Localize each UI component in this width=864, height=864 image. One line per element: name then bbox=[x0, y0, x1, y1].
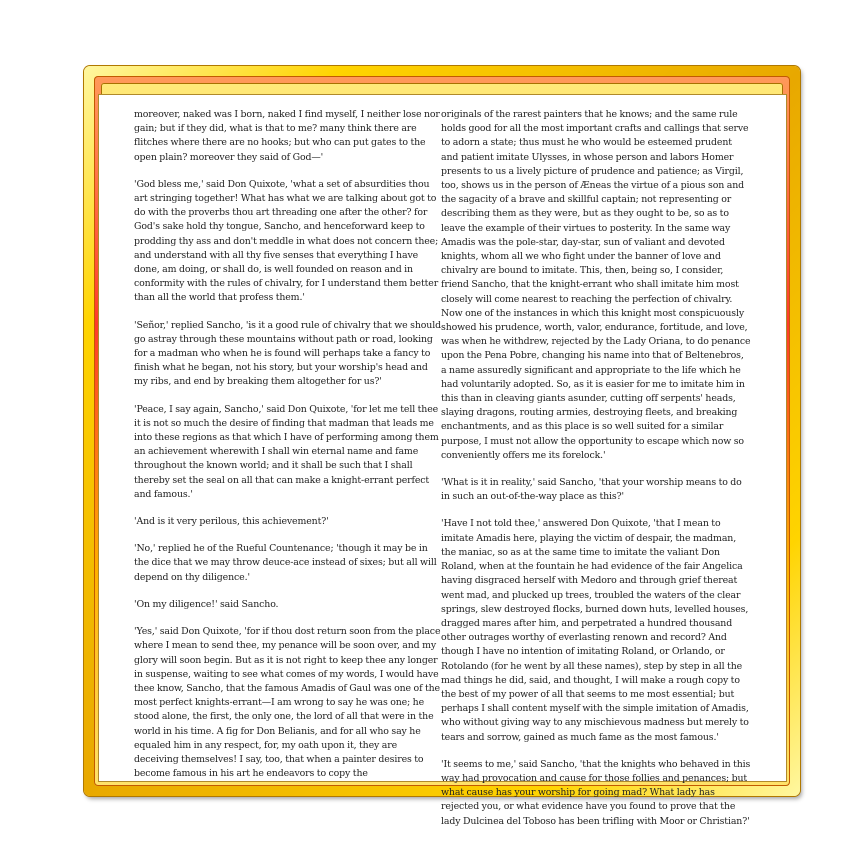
paragraph: 'And is it very perilous, this achievement?' bbox=[134, 516, 329, 528]
paragraph: 'God bless me,' said Don Quixote, 'what a set of absurdities thou art stringing together! What has what we are talking about got to do with the proverbs thou art threading one after the other? for God's sake hold thy tongue, Sancho, and henceforward keep to prodding thy ass and don't meddle in what does not concern thee; and understand with all thy five senses that everything I have done, am doing, or shall do, is well founded on reason and in conformity with the rules of chivalry, for I understand them better than all the world that profess them.' bbox=[134, 178, 439, 304]
paragraph: 'Señor,' replied Sancho, 'is it a good rule of chivalry that we should go astray through these mountains without path or road, looking for a madman who when he is found will perhaps take a fancy to finish what he began, not his story, but your worship's head and my ribs, and end by breaking them altogether for us?' bbox=[134, 319, 441, 388]
paragraph: 'What is it in reality,' said Sancho, 'that your worship means to do in such an out-of-the-way place as this?' bbox=[441, 477, 742, 503]
right-column bbox=[441, 108, 751, 842]
paragraph: originals of the rarest painters that he knows; and the same rule holds good for all the most important crafts and callings that serve to adorn a state; thus must he who would be esteemed prudent and patient imitate Ulysses, in whose person and labors Homer presents to us a lively picture of prudence and patience; as Virgil, too, shows us in the person of Æneas the virtue of a pious son and the sagacity of a brave and skillful captain; not representing or describing them as they were, but as they ought to be, so as to leave the example of their virtues to posterity. In the same way Amadis was the pole-star, day-star, sun of valiant and devoted knights, whom all we who fight under the banner of love and chivalry are bound to imitate. This, then, being so, I consider, friend Sancho, that the knight-errant who shall imitate him most closely will come nearest to reaching the perfection of chivalry. Now one of the instances in which this knight most conspicuously showed his prudence, worth, valor, endurance, fortitude, and love, was when he withdrew, rejected by the Lady Oriana, to do penance upon the Pena Pobre, changing his name into that of Beltenebros, a name assuredly significant and appropriate to the life which he had voluntarily adopted. So, as it is easier for me to imitate him in this than in cleaving giants asunder, cutting off serpents' heads, slaying dragons, routing armies, destroying fleets, and breaking enchantments, and as this place is so well suited for a similar purpose, I must not allow the opportunity to escape which now so conveniently offers me its forelock.' bbox=[441, 109, 751, 461]
paragraph: 'Have I not told thee,' answered Don Quixote, 'that I mean to imitate Amadis here, playing the victim of despair, the madman, the maniac, so as at the same time to imitate the valiant Don Roland, when at the fountain he had evidence of the fair Angelica having disgraced herself with Medoro and through grief thereat went mad, and plucked up trees, troubled the waters of the clear springs, slew destroyed flocks, burned down huts, levelled houses, dragged mares after him, and perpetrated a hundred thousand other outrages worthy of everlasting renown and record? And though I have no intention of imitating Roland, or Orlando, or Rotolando (for he went by all these names), step by step in all the mad things he did, said, and thought, I will make a rough copy to the best of my power of all that seems to me most essential; but perhaps I shall content myself with the simple imitation of Amadis, who without giving way to any mischievous madness but merely to tears and sorrow, gained as much fame as the most famous.' bbox=[441, 518, 749, 743]
paragraph: 'It seems to me,' said Sancho, 'that the knights who behaved in this way had provocation and cause for those follies and penances; but what cause has your worship for going mad? What lady has rejected you, or what evidence have you found to prove that the lady Dulcinea del Toboso has been trifling with Moor or Christian?' bbox=[441, 758, 751, 827]
paragraph: 'Yes,' said Don Quixote, 'for if thou dost return soon from the place where I mean to send thee, my penance will be soon over, and my glory will soon begin. But as it is not right to keep thee any longer in suspense, waiting to see what comes of my words, I would have thee know, Sancho, that the famous Amadis of Gaul was one of the most perfect knights-errant—I am wrong to say he was one; he stood alone, the first, the only one, the lord of all that were in the world in his time. A fig for Don Belianis, and for all who say he equaled him in any respect, for, my oath upon it, they are deceiving themselves! I say, too, that when a painter desires to become famous in his art he endeavors to copy the bbox=[134, 626, 441, 780]
paragraph: moreover, naked was I born, naked I find myself, I neither lose nor gain; but if they did, what is that to me? many think there are flitches where there are no hooks; but who can put gates to the open plain? moreover they said of God—' bbox=[134, 109, 440, 163]
paragraph: 'No,' replied he of the Rueful Countenance; 'though it may be in the dice that we may throw deuce-ace instead of sixes; but all will depend on thy diligence.' bbox=[134, 543, 437, 583]
paragraph: 'On my diligence!' said Sancho. bbox=[134, 598, 279, 610]
book-page bbox=[98, 94, 787, 827]
left-column bbox=[134, 108, 444, 794]
paragraph: 'Peace, I say again, Sancho,' said Don Quixote, 'for let me tell thee it is not so much the desire of finding that madman that leads me into these regions as that which I have of performing among them an achievement wherewith I shall win eternal name and fame throughout the known world; and it shall be such that I shall thereby set the seal on all that can make a knight-errant perfect and famous.' bbox=[134, 403, 439, 500]
